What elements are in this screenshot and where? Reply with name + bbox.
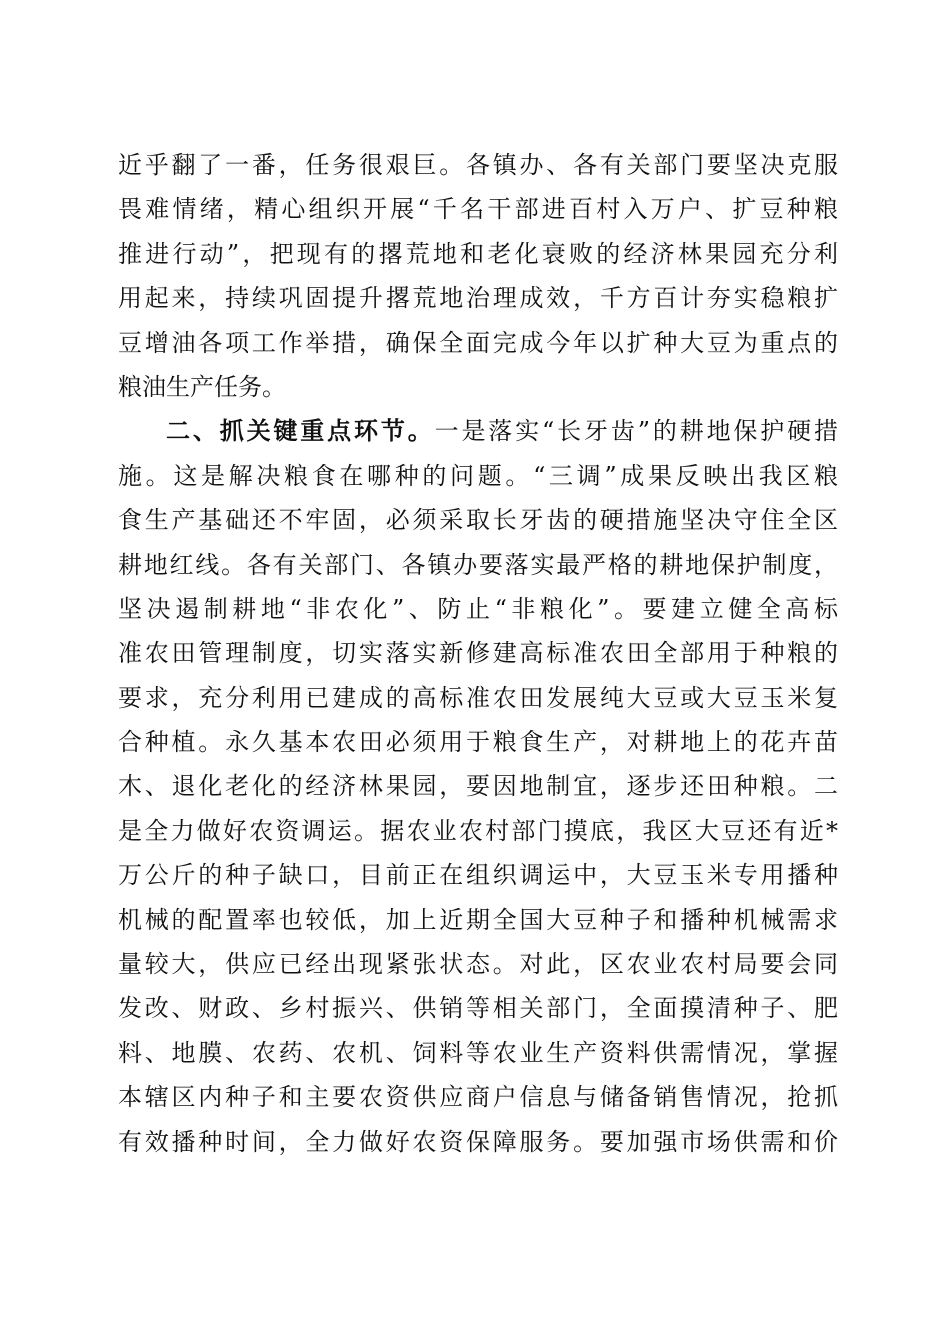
text-line: 机械的配置率也较低，加上近期全国大豆种子和播种机械需求: [118, 905, 838, 934]
document-body: [118, 143, 838, 1164]
text-line: 近乎翻了一番，任务很艰巨。各镇办、各有关部门要坚决克服: [118, 151, 838, 179]
text-line: 豆增油各项工作举措，确保全面完成今年以扩种大豆为重点的: [118, 328, 838, 357]
paragraph-2-first-line: [118, 409, 838, 453]
section-heading: 二、抓关键重点环节。: [166, 417, 435, 446]
text-span: 一是落实“长牙齿”的耕地保护硬措: [434, 417, 839, 446]
text-line: 量较大，供应已经出现紧张状态。对此，区农业农村局要会同: [118, 950, 838, 979]
text-line: 万公斤的种子缺口，目前正在组织调运中，大豆玉米专用播种: [118, 861, 838, 890]
text-line: 食生产基础还不牢固，必须采取长牙齿的硬措施坚决守住全区: [118, 506, 838, 535]
text-line: 合种植。永久基本农田必须用于粮食生产，对耕地上的花卉苗: [118, 728, 838, 757]
text-line: 推进行动”，把现有的撂荒地和老化衰败的经济林果园充分利: [118, 239, 838, 268]
text-line: 畏难情绪，精心组织开展“千名干部进百村入万户、扩豆种粮: [118, 195, 838, 224]
text-line: 粮油生产任务。: [118, 372, 286, 401]
text-line: 准农田管理制度，切实落实新修建高标准农田全部用于种粮的: [118, 639, 838, 668]
text-line: 料、地膜、农药、农机、饲料等农业生产资料供需情况，掌握: [118, 1038, 838, 1067]
text-line: 耕地红线。各有关部门、各镇办要落实最严格的耕地保护制度，: [118, 550, 838, 579]
paragraph-2: [118, 409, 838, 1164]
text-line: 施。这是解决粮食在哪种的问题。“三调”成果反映出我区粮: [118, 461, 838, 490]
text-line: 坚决遏制耕地“非农化”、防止“非粮化”。要建立健全高标: [118, 594, 838, 623]
text-line: 是全力做好农资调运。据农业农村部门摸底，我区大豆还有近*: [118, 816, 838, 845]
text-line: 发改、财政、乡村振兴、供销等相关部门，全面摸清种子、肥: [118, 994, 838, 1023]
text-line: 本辖区内种子和主要农资供应商户信息与储备销售情况，抢抓: [118, 1083, 838, 1112]
text-line: 有效播种时间，全力做好农资保障服务。要加强市场供需和价: [118, 1127, 838, 1156]
text-line: 要求，充分利用已建成的高标准农田发展纯大豆或大豆玉米复: [118, 683, 838, 712]
text-line: 用起来，持续巩固提升撂荒地治理成效，千方百计夯实稳粮扩: [118, 284, 838, 313]
text-line: 木、退化老化的经济林果园，要因地制宜，逐步还田种粮。二: [118, 772, 838, 801]
paragraph-1: [118, 143, 838, 409]
